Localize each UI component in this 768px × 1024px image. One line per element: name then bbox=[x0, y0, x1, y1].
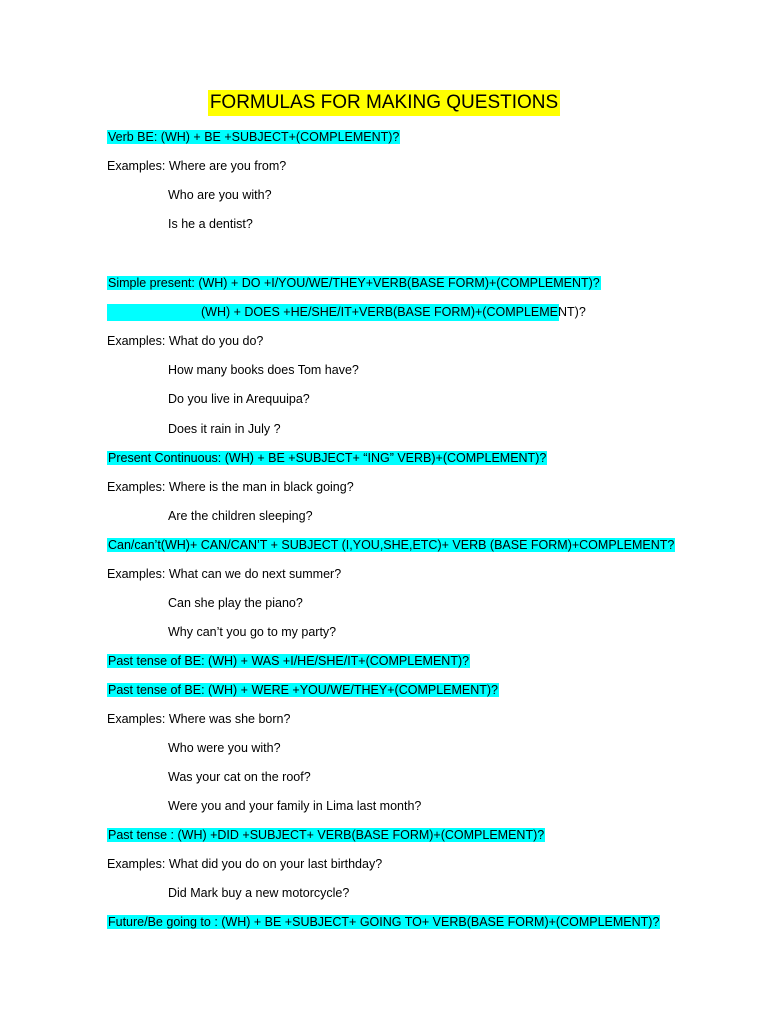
example-line bbox=[107, 711, 290, 728]
formula-can bbox=[107, 537, 675, 554]
example-text: Where is the man in black going? bbox=[168, 480, 354, 494]
formula-past-be-were bbox=[107, 682, 499, 699]
formula-simple-present bbox=[107, 275, 601, 292]
formula-simple-present-does bbox=[107, 304, 586, 321]
formula-text: Future/Be going to : (WH) + BE +SUBJECT+ GOING TO+ VERB(BASE FORM)+(COMPLEMENT)? bbox=[108, 915, 660, 929]
formula-text: Past tense of BE: (WH) + WERE +YOU/WE/THEY+(COMPLEMENT)? bbox=[108, 683, 499, 697]
examples-label: Examples: bbox=[107, 567, 166, 581]
example-text: Why can’t you go to my party? bbox=[168, 625, 337, 639]
formula-verb-be bbox=[107, 129, 400, 146]
formula-past-be-was bbox=[107, 653, 470, 670]
example-line bbox=[107, 566, 341, 583]
examples-label: Examples: bbox=[107, 334, 166, 348]
examples-label: Examples: bbox=[107, 857, 166, 871]
example-text: What can we do next summer? bbox=[168, 567, 342, 581]
example-text: What do you do? bbox=[168, 334, 264, 348]
example-text: Is he a dentist? bbox=[168, 217, 253, 231]
example-text: Were you and your family in Lima last month? bbox=[168, 799, 422, 813]
example-text: Where was she born? bbox=[168, 712, 291, 726]
title-container bbox=[0, 90, 768, 116]
example-text: Who were you with? bbox=[168, 741, 281, 755]
example-text: Did Mark buy a new motorcycle? bbox=[168, 886, 350, 900]
example-text: What did you do on your last birthday? bbox=[168, 857, 383, 871]
example-text: Who are you with? bbox=[168, 188, 272, 202]
formula-text: Simple present: (WH) + DO +I/YOU/WE/THEY+VERB(BASE FORM)+(COMPLEMENT)? bbox=[108, 276, 600, 290]
example-text: Do you live in Arequuipa? bbox=[168, 392, 310, 406]
formula-past-tense bbox=[107, 827, 545, 844]
examples-label: Examples: bbox=[107, 712, 166, 726]
formula-text: Past tense of BE: (WH) + WAS +I/HE/SHE/IT+(COMPLEMENT)? bbox=[108, 654, 470, 668]
formula-text: (WH) + DOES +HE/SHE/IT+VERB(BASE FORM)+(COMPLEMENT)? bbox=[201, 305, 586, 319]
formula-text: Present Continuous: (WH) + BE +SUBJECT+ “ING” VERB)+(COMPLEMENT)? bbox=[108, 451, 547, 465]
example-line bbox=[107, 856, 382, 873]
example-line bbox=[107, 158, 286, 175]
page-title: FORMULAS FOR MAKING QUESTIONS bbox=[208, 90, 560, 116]
example-line bbox=[107, 479, 354, 496]
formula-text: Can/can’t(WH)+ CAN/CAN’T + SUBJECT (I,YOU,SHE,ETC)+ VERB (BASE FORM)+COMPLEMENT? bbox=[108, 538, 675, 552]
formula-future bbox=[107, 914, 660, 931]
example-text: Was your cat on the roof? bbox=[168, 770, 311, 784]
formula-present-continuous bbox=[107, 450, 547, 467]
example-text: Are the children sleeping? bbox=[168, 509, 313, 523]
examples-label: Examples: bbox=[107, 159, 166, 173]
formula-text: Verb BE: (WH) + BE +SUBJECT+(COMPLEMENT)? bbox=[108, 130, 400, 144]
example-line bbox=[107, 333, 263, 350]
example-text: How many books does Tom have? bbox=[168, 363, 359, 377]
formula-text: Past tense : (WH) +DID +SUBJECT+ VERB(BASE FORM)+(COMPLEMENT)? bbox=[108, 828, 545, 842]
example-text: Can she play the piano? bbox=[168, 596, 303, 610]
example-text: Does it rain in July ? bbox=[168, 422, 281, 436]
examples-label: Examples: bbox=[107, 480, 166, 494]
example-text: Where are you from? bbox=[168, 159, 287, 173]
